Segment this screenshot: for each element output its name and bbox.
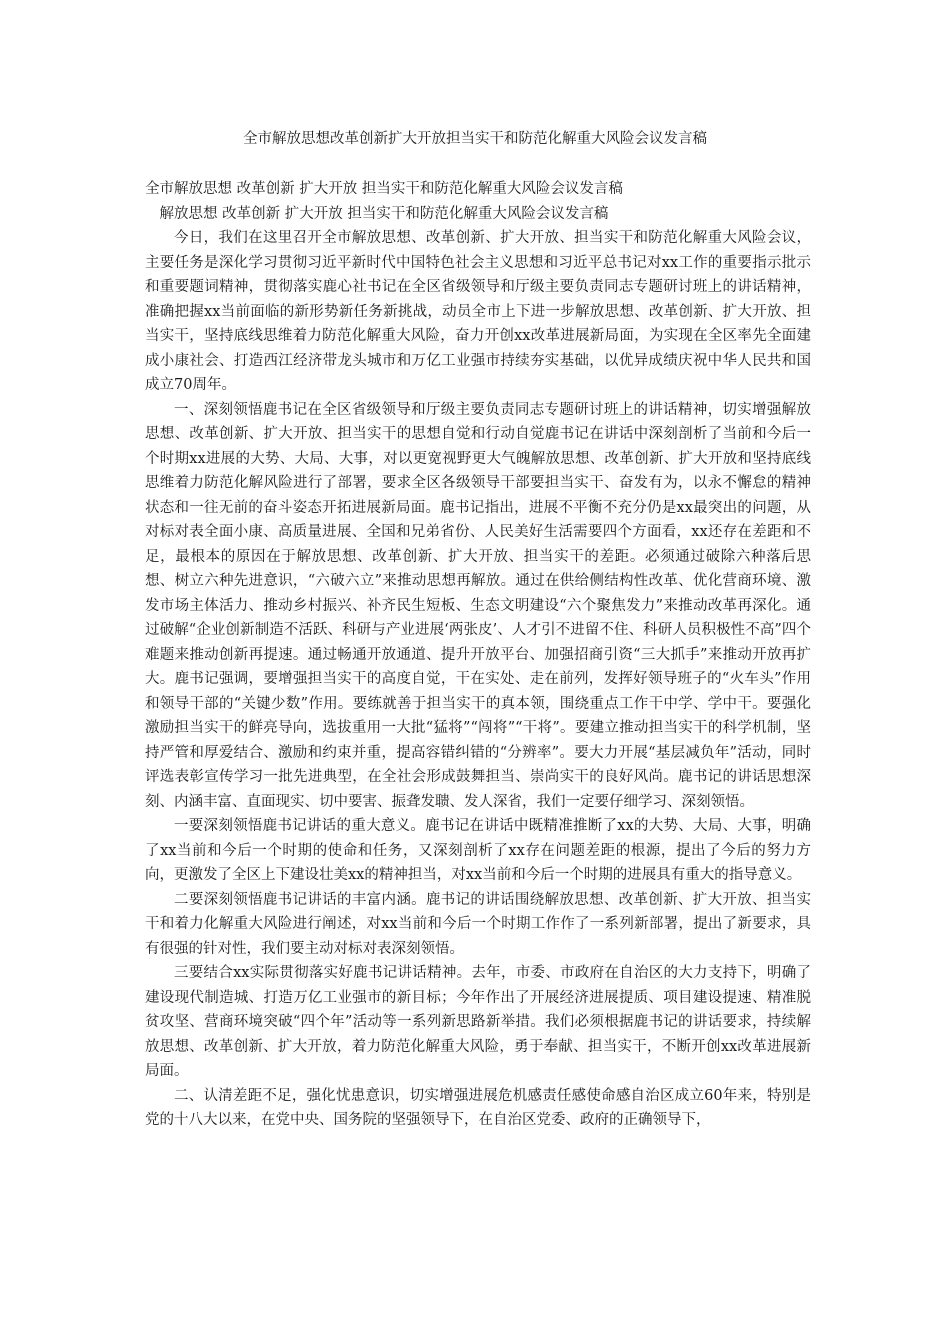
paragraph-point-three: 三要结合xx实际贯彻落实好鹿书记讲话精神。去年，市委、市政府在自治区的大力支持下，明确了建设现代制造城、打造万亿工业强市的新目标；今年作出了开展经济进展提质、项目建设提速、精准脱贫攻坚、营商环境突破“四个年”活动等一系列新思路新举措。我们必须根据鹿书记的讲话要求，持续解放思想、改革创新、扩大开放，着力防范化解重大风险，勇于奉献、担当实干，不断开创xx改革进展新局面。 <box>145 965 811 1079</box>
document-subtitle-secondary: 解放思想 改革创新 扩大开放 担当实干和防范化解重大风险会议发言稿 <box>159 205 609 222</box>
document-subtitle-primary: 全市解放思想 改革创新 扩大开放 担当实干和防范化解重大风险会议发言稿 <box>145 181 623 197</box>
paragraph-section-two: 二、认清差距不足，强化忧患意识，切实增强进展危机感责任感使命感自治区成立60年来，特别是党的十八大以来，在党中央、国务院的坚强领导下，在自治区党委、政府的正确领导下， <box>145 1087 811 1128</box>
paragraph-point-one: 一要深刻领悟鹿书记讲话的重大意义。鹿书记在讲话中既精准推断了xx的大势、大局、大事，明确了xx当前和今后一个时期的使命和任务，又深刻剖析了xx存在问题差距的根源，提出了今后的努力方向，更激发了全区上下建设壮美xx的精神担当，对xx当前和今后一个时期的进展具有重大的指导意义。 <box>145 818 811 883</box>
paragraph-section-one: 一、深刻领悟鹿书记在全区省级领导和厅级主要负责同志专题研讨班上的讲话精神，切实增强解放思想、改革创新、扩大开放、担当实干的思想自觉和行动自觉鹿书记在讲话中深刻剖析了当前和今后一个时期xx进展的大势、大局、大事，对以更宽视野更大气魄解放思想、改革创新、扩大开放和坚持底线思维着力防范化解风险进行了部署，要求全区各级领导干部要担当实干、奋发有为，以永不懈怠的精神状态和一往无前的奋斗姿态开拓进展新局面。鹿书记指出，进展不平衡不充分仍是xx最突出的问题，从对标对表全面小康、高质量进展、全国和兄弟省份、人民美好生活需要四个方面看，xx还存在差距和不足，最根本的原因在于解放思想、改革创新、扩大开放、担当实干的差距。必须通过破除六种落后思想、树立六种先进意识，“六破六立”来推动思想再解放。通过在供给侧结构性改革、优化营商环境、激发市场主体活力、推动乡村振兴、补齐民生短板、生态文明建设“六个聚焦发力”来推动改革再深化。通过破解“企业创新制造不活跃、科研与产业进展‘两张皮’、人才引不进留不住、科研人员积极性不高”四个难题来推动创新再提速。通过畅通开放通道、提升开放平台、加强招商引资“三大抓手”来推动开放再扩大。鹿书记强调，要增强担当实干的高度自觉，干在实处、走在前列，发挥好领导班子的“火车头”作用和领导干部的“关键少数”作用。要练就善于担当实干的真本领，围绕重点工作干中学、学中干。要强化激励担当实干的鲜亮导向，选拔重用一大批“猛将”“闯将”“干将”。要建立推动担当实干的科学机制，坚持严管和厚爱结合、激励和约束并重，提高容错纠错的“分辨率”。要大力开展“基层减负年”活动，同时评选表彰宣传学习一批先进典型，在全社会形成鼓舞担当、崇尚实干的良好风尚。鹿书记的讲话思想深刻、内涵丰富、直面现实、切中要害、振聋发聩、发人深省，我们一定要仔细学习、深刻领悟。 <box>145 401 811 810</box>
paragraph-opening: 今日，我们在这里召开全市解放思想、改革创新、扩大开放、担当实干和防范化解重大风险会议，主要任务是深化学习贯彻习近平新时代中国特色社会主义思想和习近平总书记对xx工作的重要指示批示和重要题词精神，贯彻落实鹿心社书记在全区省级领导和厅级主要负责同志专题研讨班上的讲话精神，准确把握xx当前面临的新形势新任务新挑战，动员全市上下进一步解放思想、改革创新、扩大开放、担当实干，坚持底线思维着力防范化解重大风险，奋力开创xx改革进展新局面，为实现在全区率先全面建成小康社会、打造西江经济带龙头城市和万亿工业强市持续夯实基础，以优异成绩庆祝中华人民共和国成立70周年。 <box>145 230 811 393</box>
document-title: 全市解放思想改革创新扩大开放担当实干和防范化解重大风险会议发言稿 <box>243 131 707 147</box>
paragraph-point-two: 二要深刻领悟鹿书记讲话的丰富内涵。鹿书记的讲话围绕解放思想、改革创新、扩大开放、担当实干和着力化解重大风险进行阐述，对xx当前和今后一个时期工作作了一系列新部署，提出了新要求，具有很强的针对性，我们要主动对标对表深刻领悟。 <box>145 891 811 957</box>
document-body <box>145 177 811 1133</box>
